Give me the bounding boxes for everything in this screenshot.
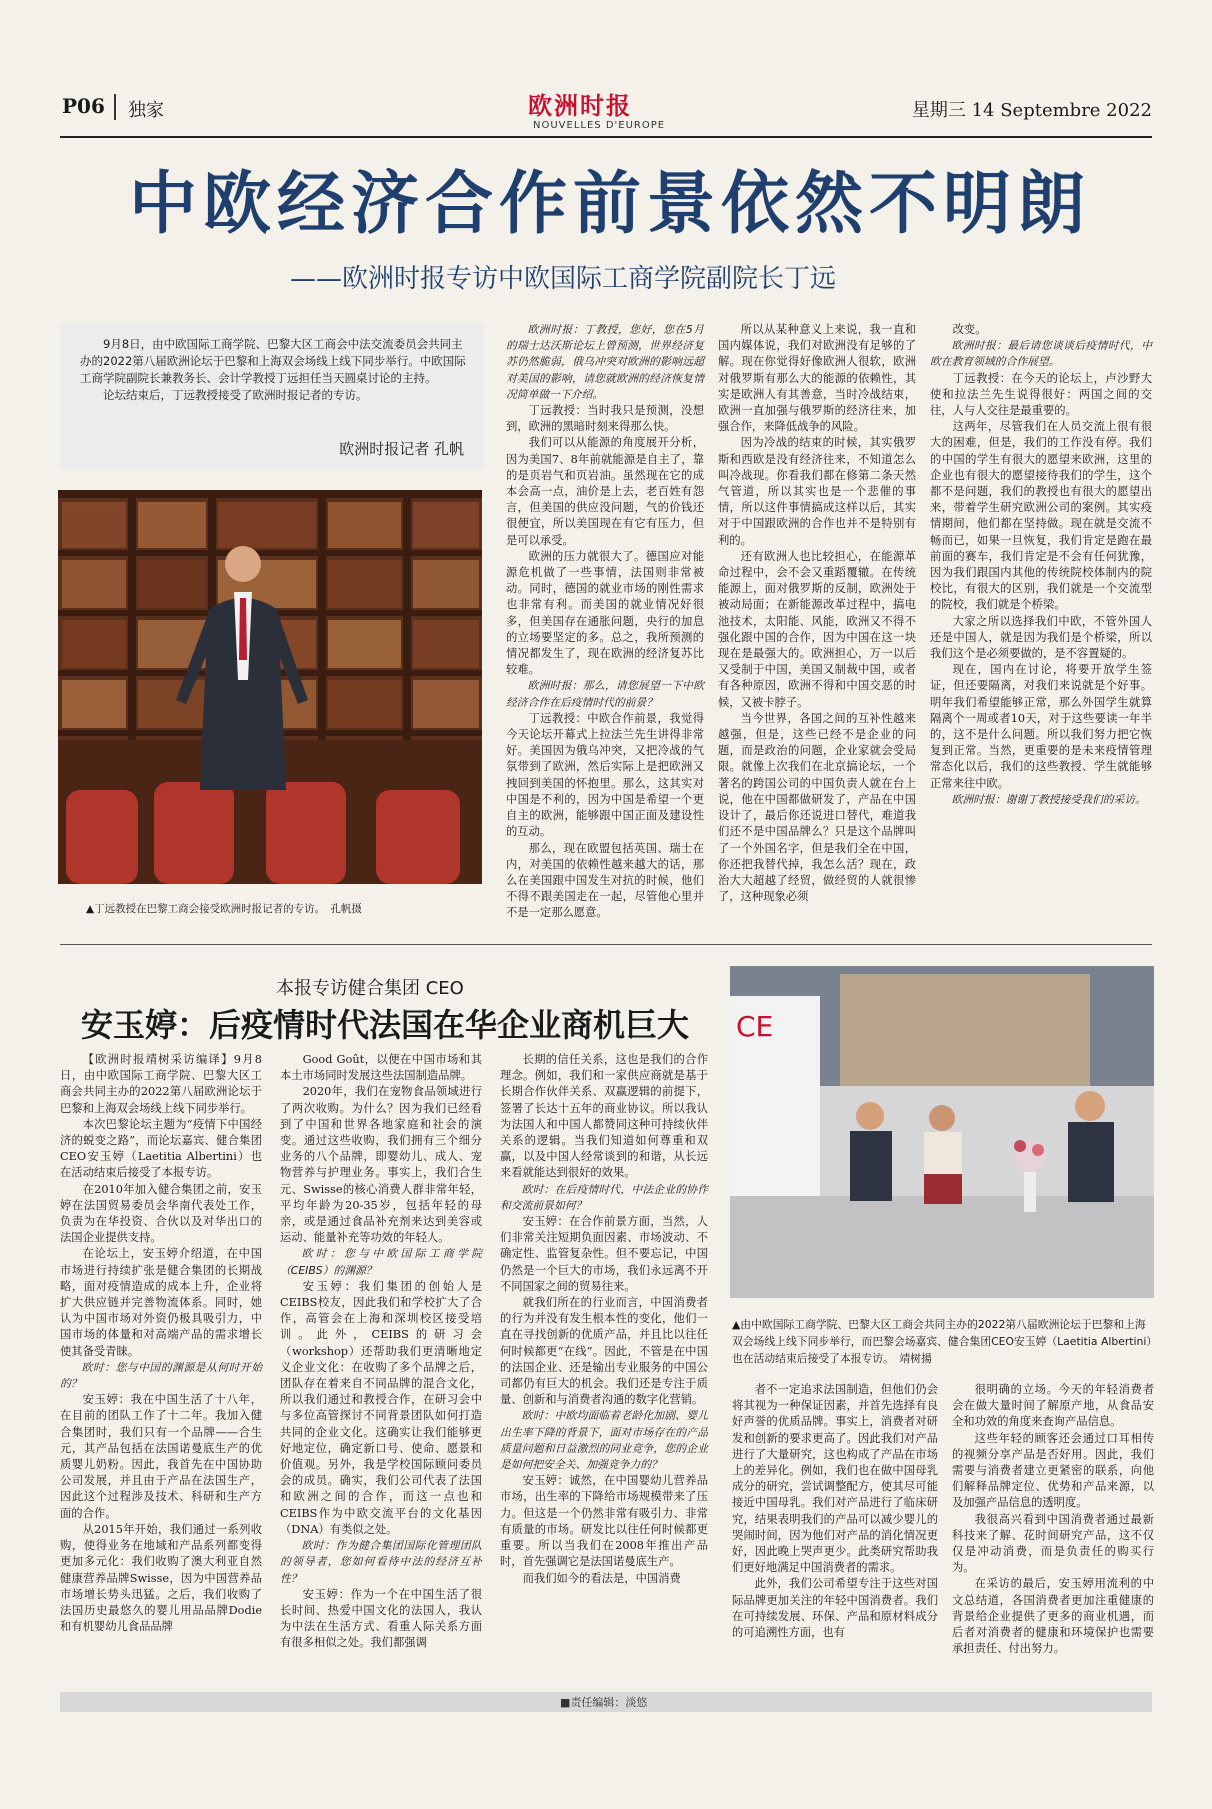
question-paragraph: 欧洲时报：谢谢丁教授接受我们的采访。 — [951, 792, 1146, 806]
answer-paragraph: 丁远教授：在今天的论坛上，卢沙野大使和拉法兰先生说得很好：两国之间的交往，人与人交往是最重要的。 — [930, 371, 1152, 418]
body-paragraph: 在采访的最后，安玉婷用流利的中文总结道，各国消费者更加注重健康的背景给企业提供了更多的商业机遇，而后者对消费者的健康和环境保护也需要承担责任、付出努力。 — [952, 1577, 1154, 1656]
body-paragraph: 改变。 — [952, 323, 987, 336]
question-paragraph: 欧时：作为健合集团国际化管理团队的领导者，您如何看待中法的经济互补性？ — [280, 1539, 482, 1585]
body-paragraph: 现在，国内在讨论，将要开放学生签证，但还要隔离，对我们来说就是个好事。明年我们希望能够正常，那么外国学生就算隔离个一周或者10天，对于这些要读一年半的，这不是什么问题。所以我们努力把它恢复到正常。当然，更重要的是未来疫情管理常态化以后，我们的这些教授、学生就能够正常来往中欧。 — [930, 663, 1152, 790]
question-paragraph: 欧时：在后疫情时代，中法企业的协作和交流前景如何？ — [500, 1182, 708, 1212]
body-paragraph: 我们可以从能源的角度展开分析，因为美国7、8年前就能源是自主了，靠的是页岩气和页岩油。虽然现在它的成本会高一点，油价是上去，老百姓有怨言，但美国的供应没问题，气的价钱还很便宜，所以美国现在有它有压力，但是可以承受。 — [506, 436, 704, 547]
issue-date: 星期三 14 Septembre 2022 — [911, 100, 1152, 121]
body-paragraph: 而我们如今的看法是，中国消费 — [522, 1571, 681, 1585]
intro-paragraph: 9月8日，由中欧国际工商学院、巴黎大区工商会中法交流委员会共同主办的2022第八届欧洲论坛于巴黎和上海双会场线上线下同步举行。中欧国际工商学院副院长兼教务长、会计学教授丁远担任当天圆桌讨论的主持。 — [80, 337, 466, 385]
forum-photo — [730, 966, 1154, 1298]
question-paragraph: 欧洲时报：那么，请您展望一下中欧经济合作在后疫情时代的前景？ — [506, 679, 704, 709]
body-paragraph: 此外，我们公司希望专注于这些对国际品牌更加关注的年轻中国消费者。我们在可持续发展、环保、产品和原材料成分的可追溯性方面，也有 — [732, 1577, 938, 1640]
article2-column-1 — [60, 1052, 262, 1635]
article2-column-5 — [952, 1382, 1154, 1657]
question-paragraph: 欧时：您与中欧国际工商学院（CEIBS）的渊源？ — [280, 1247, 482, 1277]
body-paragraph: 那么，现在欧盟包括英国、瑞士在内，对美国的依赖性越来越大的话，那么在美国跟中国发生对抗的时候，他们不得不跟美国走在一起，尽管他心里并不是一定那么愿意。 — [506, 841, 704, 920]
svg-text:CE: CE — [736, 1010, 774, 1043]
reporter-byline: 欧洲时报记者 孔帆 — [339, 440, 464, 458]
body-paragraph: 很明确的立场。今天的年轻消费者会在做大量时间了解原产地，从食品安全和功效的角度来查询产品信息。 — [952, 1383, 1154, 1429]
section-name: 独家 — [128, 100, 164, 121]
body-paragraph: 从2015年开始，我们通过一系列收购，使得业务在地域和产品系列都变得更加多元化：我们收购了澳大利亚自然健康营养品牌Swisse，因为中国营养品市场增长势头迅猛。之后，我们收购了法国历史最悠久的婴儿用品品牌Dodie和有机婴幼儿食品品牌 — [60, 1522, 262, 1634]
header-rule — [60, 136, 1152, 138]
answer-paragraph: 安玉婷：我在中国生活了十八年，在目前的团队工作了十二年。我加入健合集团时，我们只有一个品牌——合生元，其产品包括在法国诺曼底生产的优质婴儿奶粉。因此，我首先在中国协助公司发展，并且由于产品在法国生产，因此这个过程涉及技术、科研和生产方面的合作。 — [60, 1393, 262, 1520]
article2-headline: 安玉婷：后疫情时代法国在华企业商机巨大 — [80, 1006, 689, 1044]
article2-column-4 — [732, 1382, 938, 1641]
intro-paragraph: 论坛结束后，丁远教授接受了欧洲时报记者的专访。 — [103, 388, 368, 402]
question-paragraph: 欧时：您与中国的渊源是从何时开始的？ — [60, 1360, 262, 1391]
answer-paragraph: 安玉婷：在合作前景方面，当然，人们非常关注短期负面因素、市场波动、不确定性、监管复杂性。但不要忘记，中国仍然是一个巨大的市场，我们永远离不开不同国家之间的贸易往来。 — [500, 1215, 708, 1293]
newspaper-logo-subtitle: NOUVELLES D'EUROPE — [533, 120, 666, 131]
question-paragraph: 欧洲时报：最后请您谈谈后疫情时代，中欧在教育领域的合作展望。 — [930, 339, 1152, 369]
body-paragraph: 【欧洲时报靖树采访编译】9月8日，由中欧国际工商学院、巴黎大区工商会共同主办的2022第八届欧洲论坛于巴黎和上海双会场线上线下同步举行。 — [60, 1053, 262, 1115]
body-paragraph: 当今世界，各国之间的互补性越来越强，但是，这些已经不是企业的问题，而是政治的问题，企业家就会受局限。就像上次我们在北京搞论坛，一个著名的跨国公司的中国负责人就在台上说，他在中国都做研发了，产品在中国设计了，最后你还说进口替代，难道我们还不是中国品牌么？只是这个品牌叫了一个外国名字，但是我们全在中国，你还把我替代掉，我怎么活？现在，政治大大超越了经贸，做经贸的人就很惨了，这种现象必须 — [718, 711, 916, 904]
body-paragraph: Good Goût，以便在中国市场和其本土市场同时发展这些法国制造品牌。 — [280, 1053, 482, 1083]
intro-text — [80, 336, 472, 404]
body-paragraph: 这些年轻的顾客还会通过口耳相传的视频分享产品是否好用。因此，我们需要与消费者建立更紧密的联系，向他们解释品牌定位、优势和产品来源，以及加强产品信息的透明度。 — [952, 1431, 1154, 1510]
article2-kicker: 本报专访健合集团 CEO — [276, 978, 464, 999]
body-paragraph: 本次巴黎论坛主题为“疫情下中国经济的蜕变之路”，而论坛嘉宾、健合集团CEO安玉婷（Laetitia Albertini）也在活动结束后接受了本报专访。 — [60, 1117, 262, 1180]
interview-photo — [58, 490, 482, 884]
article1-headline: 中欧经济合作前景依然不明朗 — [128, 164, 1091, 244]
bookshelf-portrait-illustration — [58, 490, 482, 884]
question-paragraph: 欧洲时报：丁教授，您好，您在5月的瑞士达沃斯论坛上曾预测，世界经济复苏仍然脆弱，俄乌冲突对欧洲的影响远超对美国的影响，请您就欧洲的经济恢复情况简单做一下介绍。 — [506, 323, 704, 401]
answer-paragraph: 安玉婷：作为一个在中国生活了很长时间、热爱中国文化的法国人，我认为中法在生活方式、看重人际关系方面有很多相似之处。我们都强调 — [280, 1587, 482, 1650]
body-paragraph: 所以从某种意义上来说，我一直和国内媒体说，我们对欧洲没有足够的了解。现在你觉得好像欧洲人很软，欧洲对俄罗斯有那么大的能源的依赖性，其实是欧洲人有其善意，当时冷战结束，欧洲一直加强与俄罗斯的经济往来，加强合作，来降低战争的风险。 — [718, 323, 916, 434]
body-paragraph: 在论坛上，安玉婷介绍道，在中国市场进行持续扩张是健合集团的长期战略，面对疫情造成的成本上升，企业将扩大供应链并完善物流体系。同时，她认为中国市场对外资仍极具吸引力，中国市场的体量和对高端产品的需求增长使其备受青睐。 — [60, 1247, 262, 1358]
body-paragraph: 者不一定追求法国制造，但他们仍会将其视为一种保证因素，并首先选择有良好声誉的优质品牌。事实上，消费者对研发和创新的要求更高了。因此我们对产品进行了大量研究，这也构成了产品在市场上的差异化。例如，我们也在做中国母乳成分的研究，尝试调整配方，使其尽可能接近中国母乳。我们对产品进行了临床研究，结果表明我们的产品可以减少婴儿的哭闹时间，因为他们对产品的消化情况更好，因此晚上哭声更少。此类研究帮助我们更好地满足中国消费者的需求。 — [732, 1383, 938, 1575]
body-paragraph: 2020年，我们在宠物食品领域进行了两次收购。为什么？因为我们已经看到了中国和世界各地家庭和社会的演变。通过这些收购，我们拥有三个细分业务的八个品牌，即婴幼儿、成人、宠物营养与护理业务。事实上，我们合生元、Swisse的核心消费人群非常年轻，平均年龄为20-35岁，包括年轻的母亲，或是通过食品补充剂来达到美容或运动、能量补充等功效的年轻人。 — [280, 1085, 482, 1245]
section-divider — [60, 944, 1152, 945]
editor-credit: ■责任编辑：淡悠 — [560, 1696, 648, 1709]
answer-paragraph: 安玉婷：诚然，在中国婴幼儿营养品市场，出生率的下降给市场规模带来了压力。但这是一个仍然非常有吸引力、非常有质量的市场。研发比以往任何时候都更重要。所以当我们在2008年推出产品时，首先强调它是法国诺曼底生产。 — [500, 1474, 708, 1569]
answer-paragraph: 安玉婷：我们集团的创始人是CEIBS校友，因此我们和学校扩大了合作，高管会在上海和深圳校区接受培训。此外，CEIBS的研习会（workshop）还帮助我们更清晰地定义企业文化：在收购了多个品牌之后，团队存在着来自不同品牌的混合文化，所以我们通过和教授合作，在研习会中与多位高管探讨不同背景团队如何打造共同的企业文化。这确实让我们能够更好地定位，确定新口号、使命、愿景和价值观。另外，我是学校国际顾问委员会的成员。确实，我们公司代表了法国和欧洲之间的合作，而这一点也和CEIBS作为中欧交流平台的文化基因（DNA）有类似之处。 — [280, 1279, 482, 1536]
question-paragraph: 欧时：中欧均面临着老龄化加剧、婴儿出生率下降的背景下，面对市场存在的产品质量问题和日益激烈的同业竞争，您的企业是如何把安全关、加强竞争力的？ — [500, 1409, 708, 1472]
body-paragraph: 就我们所在的行业而言，中国消费者的行为并没有发生根本性的变化，他们一直在寻找创新的优质产品，并且比以往任何时候都更“在线”。因此，不管是在中国的法国企业、还是输出专业服务的中国公司都仍有巨大的机会。我们还是专注于质量、创新和与消费者沟通的数字化营销。 — [500, 1296, 708, 1407]
answer-paragraph: 丁远教授：中欧合作前景，我觉得今天论坛开幕式上拉法兰先生讲得非常好。美国因为俄乌冲突，又把冷战的气氛带到了欧洲，然后实际上是把欧洲又拽回到美国的怀抱里。那么，这其实对中国是不利的，因为中国是希望一个更自主的欧洲，能够跟中国正面及建设性的互动。 — [506, 711, 704, 839]
article2-column-2 — [280, 1052, 482, 1652]
body-paragraph: 因为冷战的结束的时候，其实俄罗斯和西欧是没有经济往来，不知道怎么叫冷战现。你看我们都在修第二条天然气管道，所以其实也是一个悲催的事情，所以这件事情搞成这样以后，其实对于中国跟欧洲的合作也并不是特别有利的。 — [718, 436, 916, 547]
body-paragraph: 还有欧洲人也比较担心，在能源革命过程中，会不会又重蹈覆辙。在传统能源上，面对俄罗斯的反制，欧洲处于被动局面；在新能源改革过程中，搞电池技术，太阳能、风能，欧洲又不得不强化跟中国的合作，因为中国在这一块现在是最强大的。欧洲担心，万一以后又受制于中国，美国又制裁中国，或者有各种原因，欧洲不得和中国交恶的时候，又被卡脖子。 — [718, 549, 916, 709]
article1-subheadline: ——欧洲时报专访中欧国际工商学院副院长丁远 — [290, 264, 837, 294]
body-paragraph: 大家之所以选择我们中欧，不管外国人还是中国人，就是因为我们是个桥梁，所以我们这个是必须要做的，是不容置疑的。 — [930, 614, 1152, 661]
body-paragraph: 在2010年加入健合集团之前，安玉婷在法国贸易委员会华南代表处工作，负责为在华投资、合伙以及对华出口的法国企业提供支持。 — [60, 1182, 262, 1245]
forum-stage-illustration — [730, 966, 1154, 1298]
article1-column-1 — [506, 322, 704, 922]
body-paragraph: 这两年，尽管我们在人员交流上很有很大的困难，但是，我们的工作没有停。我们的中国的学生有很大的愿望来欧洲，这里的企业也有很大的愿望接待我们的学生，这个都不是问题，我们的教授也有很大的愿望出来，带着学生研究欧洲公司的案例。其实疫情期间，他们都在坚持做。现在就是交流不畅而已，如果一旦恢复，我们肯定是跑在最前面的赛车，我们肯定是不会有任何犹豫，因为我们跟国内其他的传统院校体制内的院校比，有很大的区别，我们就是一个交流型的院校，我们就是个桥梁。 — [930, 420, 1152, 612]
page-number: P06 — [62, 94, 105, 118]
body-paragraph: 欧洲的压力就很大了。德国应对能源危机做了一些事情，法国则非常被动。同时，德国的就业市场的刚性需求也非常有利。而美国的就业情况好很多，但美国存在通胀问题，央行的加息的立场要坚定的多。总之，我所预测的情况都发生了，现在欧洲的经济复苏比较难。 — [506, 549, 704, 677]
article1-column-2 — [718, 322, 916, 905]
article2-column-3 — [500, 1052, 708, 1587]
body-paragraph: 我很高兴看到中国消费者通过最新科技来了解、花时间研究产品，这不仅仅是冲动消费，而是负责任的购买行为。 — [952, 1512, 1154, 1575]
photo-caption: ▲丁远教授在巴黎工商会接受欧洲时报记者的专访。 孔帆摄 — [86, 903, 362, 915]
body-paragraph: 长期的信任关系，这也是我们的合作理念。例如，我们和一家供应商就是基于长期合作伙伴关系、双赢逻辑的前提下，签署了长达十五年的商业协议。所以我认为法国人和中国人都赞同这种可持续伙伴关系的逻辑。当我们知道如何尊重和双赢，以及中国人经常谈到的和谐，从长远来看就能达到很好的效果。 — [500, 1053, 708, 1180]
article1-column-3 — [930, 322, 1152, 808]
answer-paragraph: 丁远教授：当时我只是预测，没想到，欧洲的黑暗时刻来得那么快。 — [506, 404, 704, 434]
header-divider — [114, 94, 116, 120]
newspaper-logo: 欧洲时报 — [528, 91, 632, 120]
photo-caption: ▲由中欧国际工商学院、巴黎大区工商会共同主办的2022第八届欧洲论坛于巴黎和上海双会场线上线下同步举行，而巴黎会场嘉宾、健合集团CEO安玉婷（Laetitia Albertini）也在活动结束后接受了本报专访。 靖树揚 — [732, 1318, 1152, 1365]
